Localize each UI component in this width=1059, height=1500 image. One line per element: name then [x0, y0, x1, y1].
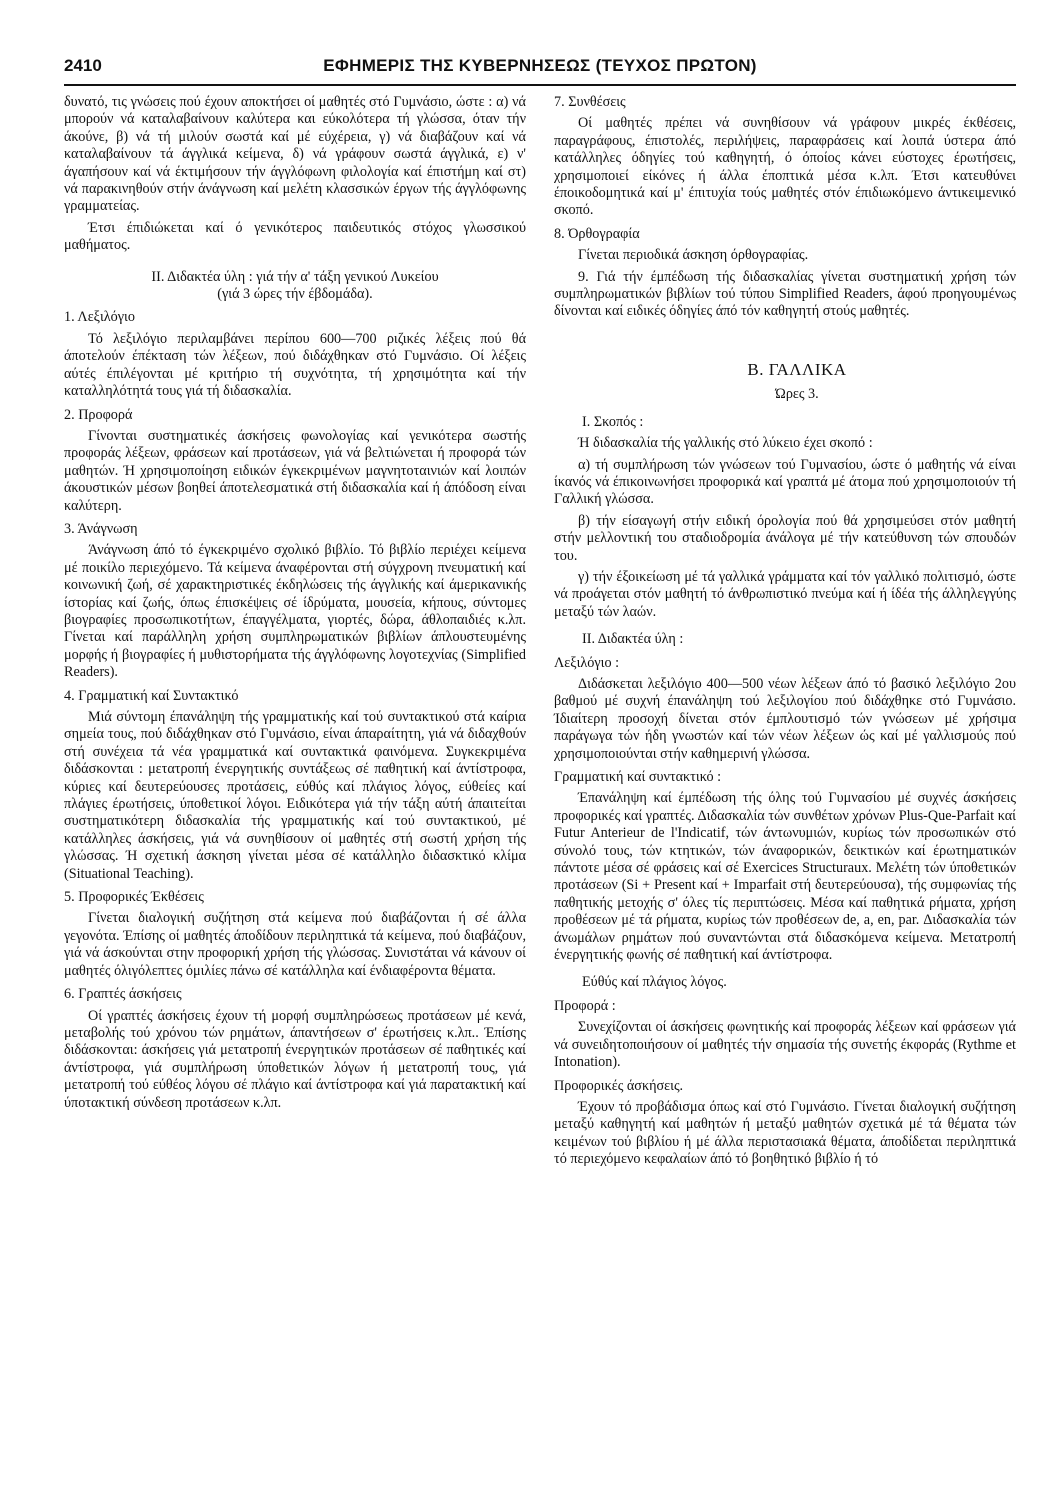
paragraph-pronunciation: Γίνονται συστηματικές άσκήσεις φωνολογίας καί γενικότερα σωστής προφοράς λέξεων, φράσεων καί προτάσεων, γιά νά βελτιώνεται ή προφορά τών μαθητών. Ή χρησιμοποίηση ειδικών έγκεκριμένων μαγνητοταινιών καί λοιπών άκουστικών μέσων βοηθεί άποτελεσματικά στή διδασκαλία καί ή άπόδοση είναι καλύτερη.	[64, 427, 526, 514]
journal-title: ΕΦΗΜΕΡΙΣ ΤΗΣ ΚΥΒΕΡΝΗΣΕΩΣ (ΤΕΥΧΟΣ ΠΡΩΤΟΝ)	[323, 56, 757, 75]
french-hours: Ώρες 3.	[775, 386, 819, 403]
heading-aim: Ι. Σκοπός :	[582, 413, 644, 430]
paragraph-written-exercises: Οί γραπτές άσκήσεις έχουν τή μορφή συμπληρώσεως προτάσεων μέ κενά, μεταβολής τού χρόνου τών ρημάτων, άπαντήσεων σ' έρωτήσεις κ.λπ.. Έπίσης διδάσκονται: άσκήσεις γιά μετατροπή ένεργητικών προτάσεων σέ παθητικές καί άντίστροφα, γιά συμπλήρωση ύποθετικών λόγων ή μετατροπή τους, γιά μετατροπή τού εύθέος λόγου σέ πλάγιο καί άντίστροφα καί γιά παρατακτική καί ύποτακτική σύνδεση προτάσεων κ.λπ.	[64, 1007, 526, 1111]
page-header	[64, 54, 1016, 86]
heading-vocabulary: 1. Λεξιλόγιο	[64, 309, 135, 326]
paragraph-compositions: Οί μαθητές πρέπει νά συνηθίσουν νά γράφουν μικρές έκθέσεις, παραγράφους, έπιστολές, περιλήψεις, παραφράσεις καί λοιπά ύστερα άπό κατάλληλες όδηγίες τού καθηγητή, ό όποίος κάνει εύστοχες έρωτήσεις, χρησιμοποιεί είκόνες ή άλλα έποπτικά μέσα κ.λπ. Έτσι κατευθύνει έποικοδομητικά καί μ' έπιτυχία τούς μαθητές στόν έπιδιωκόμενο άντικειμενικό σκοπό.	[554, 115, 1016, 219]
heading-grammar: 4. Γραμματική καί Συντακτικό	[64, 687, 239, 704]
paragraph-french-pronunciation: Συνεχίζονται οί άσκήσεις φωνητικής καί προφοράς λέξεων καί φράσεων γιά νά συνειδητοποιήσουν οί μαθητές τήν σημασία τής συνετής έκφοράς (Rythme et Intonation).	[554, 1019, 1016, 1071]
paragraph-aim: Ή διδασκαλία τής γαλλικής στό λύκειο έχει σκοπό :	[578, 435, 873, 452]
paragraph-simplified-readers: 9. Γιά τήν έμπέδωση τής διδασκαλίας γίνεται συστηματική χρήση τών συμπληρωματικών βιβλίων τού τύπου Simplified Readers, άφού προηγουμένως δίνονται καί ειδικές όδηγίες άπό τόν καθηγητή στούς μαθητές.	[554, 268, 1016, 320]
paragraph-orthography: Γίνεται περιοδικά άσκηση όρθογραφίας.	[578, 247, 809, 264]
heading-oral-essays: 5. Προφορικές Έκθέσεις	[64, 889, 204, 906]
paragraph-french-vocabulary: Διδάσκεται λεξιλόγιο 400—500 νέων λέξεων άπό τό βασικό λεξιλόγιο 2ου βαθμού μέ συχνή έπανάληψη τού λεξιλογίου πού διδάχθηκε στό Γυμνάσιο. Ίδιαίτερη προσοχή δίνεται στόν έμπλουτισμό τών γνώσεων μέ χρήσιμα παράγωγα τών ήδη γνωστών καί τών νέων λέξεων ώς καί μέ γαλλισμούς πού χρησιμοποιούνται στήν καθημερινή γλώσσα.	[554, 675, 1016, 762]
heading-curriculum-french: ΙΙ. Διδακτέα ύλη :	[582, 631, 684, 648]
heading-compositions: 7. Συνθέσεις	[554, 94, 626, 110]
page-number: 2410	[64, 56, 102, 75]
heading-pronunciation: 2. Προφορά	[64, 406, 133, 423]
paragraph-oral-exercises: Έχουν τό προβάδισμα όπως καί στό Γυμνάσιο. Γίνεται διαλογική συζήτηση μεταξύ καθηγητή καί μαθητών ή μεταξύ μαθητών σχετικά μέ τά θέματα τών κειμένων τού βιβλίου ή μέ άλλα περιστασιακά θέματα, άποδίδεται περιληπτικά τό περιεχόμενο κεφαλαίων άπό τό βοηθητικό βιβλίο ή τό	[554, 1098, 1016, 1168]
intro-paragraph: δυνατό, τις γνώσεις πού έχουν αποκτήσει οί μαθητές στό Γυμνάσιο, ώστε : α) νά μπορούν νά καταλαβαίνουν καλύτερα και εύκολότερα τή γλώσσα, όταν τήν άκούνε, β) νά τή μιλούν σωστά καί μέ εύχέρεια, γ) νά διαβάζουν καί νά καταλαβαίνουν τά άγγλικά κείμενα, δ) νά γράφουν σωστά άγγλικά, ε) ν' άγαπήσουν καί νά έκτιμήσουν τήν άγγλόφωνη φιλολογία καί έπιστήμη καί στ) νά παρακινηθούν στήν άνάγνωση καί μελέτη κλασσικών έργων τής άγγλόφωνης γραμματείας.	[64, 94, 526, 215]
section-heading-curriculum: ΙΙ. Διδακτέα ύλη : γιά τήν α' τάξη γενικού Λυκείου	[151, 268, 439, 285]
heading-orthography: 8. Όρθογραφία	[554, 225, 640, 242]
paragraph-aim-b: β) τήν είσαγωγή στήν ειδική όρολογία πού θά χρησιμεύσει στόν μαθητή στήν μελλοντική του σταδιοδρομία άνάλογα μέ τήν κατεύθυνση τών σπουδών του.	[554, 512, 1016, 564]
goal-paragraph: Έτσι έπιδιώκεται καί ό γενικότερος παιδευτικός στόχος γλωσσικού μαθήματος.	[64, 219, 526, 254]
paragraph-grammar: Μιά σύντομη έπανάληψη τής γραμματικής καί τού συντακτικού στά καίρια σημεία τους, πού διδάχθηκαν στό Γυμνάσιο, είναι άπαραίτητη, γιά νά διδαχθούν στή συνέχεια τά νέα γραμματικά καί συντακτικά φαινόμενα. Συγκεκριμένα διδάσκονται : μετατροπή ένεργητικής συντάξεως σέ παθητική καί άντίστροφα, κύριες καί δευτερεύουσες προτάσεις, εύθύς καί πλάγιος λόγος, εύθείες καί πλάγιες έρωτήσεις, ύποθετικοί λόγοι. Ειδικότερα γιά τήν τάξη αύτή άπαιτείται συστηματικότερη διδασκαλία τής γραμματικής καί τού συντακτικού, μέ κατάλληλες άσκήσεις, γιά νά συνηθίσουν οί μαθητές στή σωστή χρήση τής γλώσσας. Ή σχετική άσκηση γίνεται μέσα σέ κατάλληλο διδασκτικό κλίμα (Situational Teaching).	[64, 709, 526, 882]
left-column	[64, 94, 526, 1173]
label-direct-indirect-speech: Εύθύς καί πλάγιος λόγος.	[582, 974, 727, 991]
heading-written-exercises: 6. Γραπτές άσκήσεις	[64, 986, 182, 1003]
heading-reading: 3. Άνάγνωση	[64, 520, 138, 537]
label-vocabulary: Λεξιλόγιο :	[554, 654, 620, 671]
paragraph-aim-a: α) τή συμπλήρωση τών γνώσεων τού Γυμνασίου, ώστε ό μαθητής νά είναι ίκανός νά έπικοινωνήσει προφορικά καί γραπτά μέ άτομα πού χρησιμοποιούν τή Γαλλική γλώσσα.	[554, 456, 1016, 508]
paragraph-french-grammar: Έπανάληψη καί έμπέδωση τής όλης τού Γυμνασίου μέ συχνές άσκήσεις προφορικές καί γραπτές. Διδασκαλία τών συνθέτων χρόνων Plus-Que-Parfait καί Futur Anterieur de l'Indicatif, τών άντωνυμιών, κυρίως τών προσωπικών στό σύνολό τους, τών κτητικών, τών άναφορικών, δεικτικών καί έρωτηματικών πάντοτε μέσα σέ φράσεις καί σέ Exercices Structuraux. Μελέτη τών ύποθετικών προτάσεων (Si + Present καί + Imparfait στή δευτερεύουσα), τής συμφωνίας τής παθητικής μετοχής σ' όλες τίς περιπτώσεις. Μέσα καί παθητικά ρήματα, χρήση προθέσεων μέ τά ρήματα, κυρίως τών προθέσεων de, a, en, par. Διδασκαλία τών άνωμάλων ρημάτων πού συναντώνται στά διδασκόμενα κείμενα. Μετατροπή ένεργητικής φωνής σέ παθητική καί άντίστροφα.	[554, 790, 1016, 964]
right-column	[554, 94, 1016, 1173]
section-heading-curriculum-hours: (γιά 3 ώρες τήν έβδομάδα).	[217, 286, 373, 303]
label-oral-exercises: Προφορικές άσκήσεις.	[554, 1077, 684, 1094]
section-title-french: Β. ΓΑΛΛΙΚΑ	[747, 359, 847, 379]
paragraph-reading: Άνάγνωση άπό τό έγκεκριμένο σχολικό βιβλίο. Τό βιβλίο περιέχει κείμενα μέ ποικίλο περιεχόμενο. Τά κείμενα άναφέρονται στή σύγχρονη πνευματική καί κοινωνική ζωή, σέ χαρακτηριστικές έκδηλώσεις τής άγγλικής καί άμερικανικής ίστορίας καί ζωής, όπως έπισκέψεις σέ ίδρύματα, μουσεία, κήπους, σύντομες βιογραφίες προσωπικοτήτων, έπαγγέλματα, γιορτές, δώρα, άθλοπαιδιές κ.λπ. Γίνεται καί παράλληλη χρήση συμπληρωματικών βιβλίων άπλουστευμένης μορφής ή βιογραφίες ή μυθιστορήματα τής άγγλόφωνης λογοτεχνίας (Simplified Readers).	[64, 542, 526, 681]
gazette-page	[64, 54, 1016, 1474]
text-columns	[64, 94, 1016, 1173]
label-grammar: Γραμματική καί συντακτικό :	[554, 769, 722, 785]
paragraph-oral-essays: Γίνεται διαλογική συζήτηση στά κείμενα πού διαβάζονται ή σέ άλλα γεγονότα. Έπίσης οί μαθητές άποδίδουν περιληπτικά τά κείμενα, πού διαβάζουν, γιά νά άσκούνται στην προφορική χρήση τής γλώσσας. Συνιστάται νά κάνουν οί μαθητές όλιγόλεπτες όμιλίες πάνω σέ κατάλληλα καί ένδιαφέροντα θέματα.	[64, 910, 526, 979]
paragraph-aim-c: γ) τήν έξοικείωση μέ τά γαλλικά γράμματα καί τόν γαλλικό πολιτισμό, ώστε νά προάγεται στόν μαθητή τό άνθρωπιστικό πνεύμα καί ή ίδέα τής άλληλεγγύης μεταξύ τών λαών.	[554, 568, 1016, 620]
paragraph-vocabulary: Τό λεξιλόγιο περιλαμβάνει περίπου 600—700 ριζικές λέξεις πού θά άποτελούν έπέκταση τών λέξεων, πού διδάχθηκαν στό Γυμνάσιο. Οί λέξεις αύτές έπιλέγονται μέ κριτήριο τή συχνότητα, τή χρησιμότητα καί τήν καταλληλότητά τους γιά τή διδασκαλία.	[64, 330, 526, 400]
label-pronunciation: Προφορά :	[554, 997, 616, 1014]
